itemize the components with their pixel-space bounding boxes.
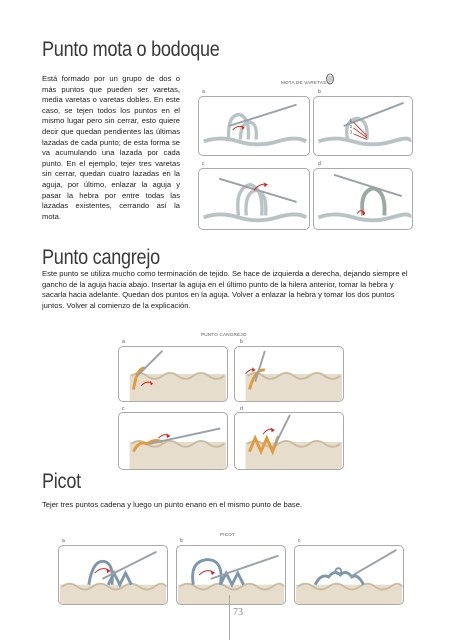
picot-label-c: c — [298, 538, 301, 544]
picot-label-b: b — [180, 538, 183, 544]
mota-title: Punto mota o bodoque — [42, 38, 220, 61]
mota-diagram-d — [313, 168, 413, 230]
cangrejo-diagram-c — [118, 412, 228, 470]
mota-step-1: 1 — [349, 119, 353, 125]
mota-label-c: c — [202, 161, 205, 167]
cangrejo-diagram-d — [234, 412, 344, 470]
cangrejo-label-d: d — [240, 406, 243, 412]
mota-step-3: 3 — [349, 130, 353, 136]
mota-label-b: b — [318, 89, 321, 95]
picot-diagram-a — [58, 545, 168, 605]
mota-symbol-icon — [325, 72, 335, 85]
cangrejo-diagram-a — [118, 346, 228, 402]
cangrejo-label-b: b — [240, 339, 243, 345]
picot-title: Picot — [42, 470, 81, 493]
mota-caption: MOTA DE VARETAS = — [281, 80, 331, 85]
picot-diagram-b — [176, 545, 286, 605]
cangrejo-description: Este punto se utiliza mucho como terminación de tejido. Se hace de izquierda a derecha, dejando siempre el gancho de la aguja hacia abajo. Insertar la aguja en el último punto de la hilera anterior, tomar la hebra y sacarla hacia adelante. Quedan dos puntos en la aguja. Volver a enlazar la hebra y tomar los dos puntos juntos. Volver al comienzo de la explicación. — [42, 269, 408, 310]
picot-diagram-c — [294, 545, 404, 605]
cangrejo-label-c: c — [122, 406, 125, 412]
page-divider — [229, 595, 230, 640]
mota-diagram-c — [198, 168, 310, 230]
cangrejo-diagram-b — [234, 346, 344, 402]
cangrejo-label-a: a — [122, 339, 125, 345]
picot-caption: PICOT — [220, 532, 236, 537]
mota-label-a: a — [202, 89, 205, 95]
mota-diagram-b — [313, 96, 413, 156]
mota-step-2: 2 — [349, 124, 353, 130]
picot-description: Tejer tres puntos cadena y luego un punto enano en el mismo punto de base. — [42, 500, 303, 509]
cangrejo-title: Punto cangrejo — [42, 246, 160, 269]
picot-label-a: a — [62, 538, 65, 544]
mota-label-d: d — [318, 161, 321, 167]
page-number: 73 — [233, 607, 243, 618]
mota-diagram-a — [198, 96, 310, 156]
mota-description: Está formado por un grupo de dos o más puntos que pueden ser varetas, media varetas o varetas dobles. En este caso, se tejen todos los puntos en el mismo lugar pero sin cerrar, esto quiere decir que quedan pendientes las últimas lazadas de cada punto; de esta forma se va acumulando una lazada por cada punto. En el ejemplo, tejer tres varetas sin cerrar, quedan cuatro lazadas en la aguja, por último, enlazar la aguja y pasar la hebra por entre todas las lazadas existentes, cerrando así la mota. — [42, 74, 180, 221]
cangrejo-caption: PUNTO CANGREJO — [201, 332, 247, 337]
